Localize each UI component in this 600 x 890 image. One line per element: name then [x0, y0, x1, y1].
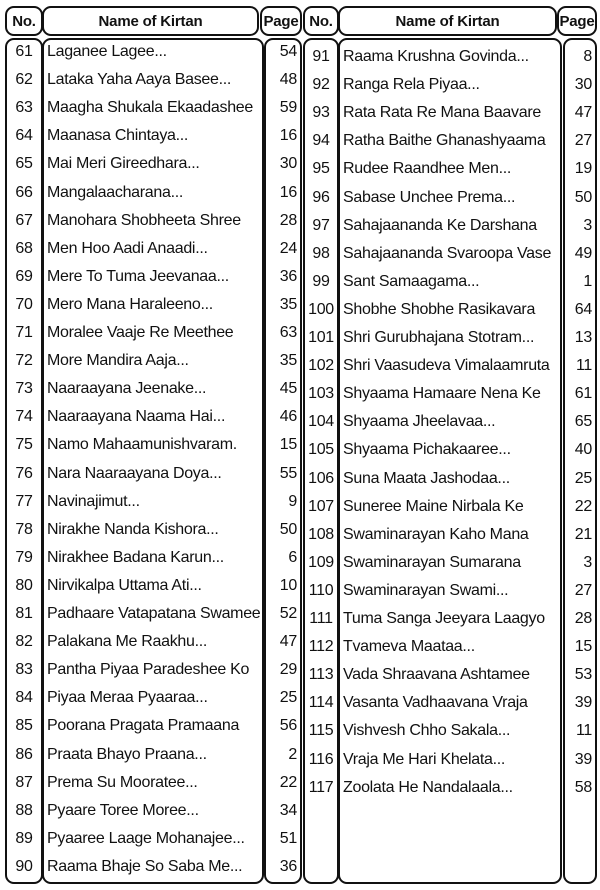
entry-number: 100 — [308, 300, 334, 318]
entry-number: 75 — [15, 436, 33, 454]
kirtan-name: Tuma Sanga Jeeyara Laagyo — [343, 610, 545, 627]
entry-number: 68 — [15, 239, 33, 257]
entry-number: 85 — [15, 717, 33, 735]
page-number: 47 — [279, 633, 297, 651]
entry-number: 79 — [15, 548, 33, 566]
entry-number: 109 — [308, 553, 334, 571]
entry-number: 95 — [312, 160, 330, 178]
kirtan-name: Poorana Pragata Pramaana — [47, 717, 240, 735]
page-number: 49 — [574, 244, 592, 262]
right-name-list — [338, 38, 562, 884]
entry-number: 74 — [15, 408, 33, 426]
kirtan-name: Laganee Lagee... — [47, 43, 167, 60]
page-number: 36 — [279, 267, 297, 285]
page-number: 30 — [279, 155, 297, 173]
kirtan-name: Moralee Vaaje Re Meethee — [47, 324, 234, 341]
entry-number: 82 — [15, 633, 33, 651]
kirtan-name: Suna Maata Jashodaa... — [343, 469, 510, 487]
page-number: 54 — [279, 43, 297, 60]
page-number: 27 — [574, 132, 592, 150]
kirtan-name: Shyaama Hamaare Nena Ke — [343, 385, 541, 403]
left-page-list — [264, 38, 302, 884]
page-number: 45 — [279, 380, 297, 398]
entry-number: 86 — [15, 745, 33, 763]
entry-number: 87 — [15, 773, 33, 791]
kirtan-name: Tvameva Maataa... — [343, 638, 475, 656]
kirtan-name: Vada Shraavana Ashtamee — [343, 666, 530, 684]
page-number: 36 — [279, 857, 297, 875]
kirtan-name: Pantha Piyaa Paradeshee Ko — [47, 661, 250, 679]
entry-number: 93 — [312, 104, 330, 122]
entry-number: 64 — [15, 127, 33, 145]
page-number: 2 — [288, 745, 297, 763]
page-number: 55 — [279, 464, 297, 482]
entry-number: 63 — [15, 99, 33, 117]
entry-number: 98 — [312, 244, 330, 262]
entry-number: 80 — [15, 576, 33, 594]
page-number: 35 — [279, 295, 297, 313]
left-header-page: Page — [260, 6, 302, 36]
entry-number: 70 — [15, 295, 33, 313]
kirtan-name: Shri Gurubhajana Stotram... — [343, 329, 535, 346]
entry-number: 71 — [15, 324, 33, 341]
kirtan-name: Padhaare Vatapatana Swamee — [47, 605, 261, 622]
right-no-list — [303, 38, 339, 884]
entry-number: 76 — [15, 464, 33, 482]
kirtan-name: Manohara Shobheeta Shree — [47, 211, 241, 229]
kirtan-name: Nirakhe Nanda Kishora... — [47, 520, 219, 538]
kirtan-name: Swaminarayan Sumarana — [343, 553, 521, 571]
entry-number: 102 — [308, 357, 334, 375]
kirtan-name: Sant Samaagama... — [343, 272, 480, 290]
entry-number: 81 — [15, 605, 33, 622]
kirtan-name: Raama Krushna Govinda... — [343, 48, 529, 65]
page-number: 58 — [574, 778, 592, 796]
entry-number: 78 — [15, 520, 33, 538]
page-number: 21 — [574, 525, 592, 543]
entry-number: 97 — [312, 216, 330, 234]
kirtan-name: Sabase Unchee Prema... — [343, 188, 516, 206]
page-number: 61 — [574, 385, 592, 403]
page-number: 56 — [279, 717, 297, 735]
page-number: 3 — [583, 216, 592, 234]
page-number: 50 — [574, 188, 592, 206]
entry-number: 96 — [312, 188, 330, 206]
kirtan-name: Shyaama Jheelavaa... — [343, 413, 496, 431]
page-number: 51 — [279, 829, 297, 847]
left-header-no: No. — [5, 6, 43, 36]
page-number: 34 — [279, 801, 297, 819]
kirtan-name: Naaraayana Naama Hai... — [47, 408, 226, 426]
kirtan-name: Mangalaacharana... — [47, 183, 184, 201]
page-number: 64 — [574, 300, 592, 318]
kirtan-name: Prema Su Mooratee... — [47, 773, 198, 791]
entry-number: 114 — [308, 694, 334, 712]
entry-number: 90 — [15, 857, 33, 875]
right-header-name: Name of Kirtan — [338, 6, 557, 36]
page-number: 11 — [575, 357, 592, 375]
kirtan-name: Lataka Yaha Aaya Basee... — [47, 71, 232, 89]
entry-number: 115 — [308, 722, 334, 740]
entry-number: 94 — [312, 132, 330, 150]
entry-number: 101 — [308, 329, 334, 346]
kirtan-name: Rudee Raandhee Men... — [343, 160, 512, 178]
entry-number: 84 — [15, 689, 33, 707]
kirtan-name: Sahajaananda Svaroopa Vase — [343, 244, 552, 262]
entry-number: 116 — [308, 750, 334, 768]
kirtan-name: Rata Rata Re Mana Baavare — [343, 104, 541, 122]
kirtan-name: Ranga Rela Piyaa... — [343, 76, 480, 94]
kirtan-name: Swaminarayan Swami... — [343, 581, 509, 599]
page-number: 13 — [574, 329, 592, 346]
kirtan-name: Men Hoo Aadi Anaadi... — [47, 239, 208, 257]
kirtan-name: Navinajimut... — [47, 492, 140, 510]
page-number: 47 — [574, 104, 592, 122]
page-number: 52 — [279, 605, 297, 622]
kirtan-name: Ratha Baithe Ghanashyaama — [343, 132, 546, 150]
kirtan-name: Namo Mahaamunishvaram. — [47, 436, 237, 454]
kirtan-name: Naaraayana Jeenake... — [47, 380, 207, 398]
page-number: 29 — [279, 661, 297, 679]
entry-number: 117 — [308, 778, 334, 796]
entry-number: 103 — [308, 385, 334, 403]
page-number: 8 — [583, 48, 592, 65]
entry-number: 89 — [15, 829, 33, 847]
kirtan-name: Raama Bhaje So Saba Me... — [47, 857, 243, 875]
kirtan-name: Palakana Me Raakhu... — [47, 633, 208, 651]
kirtan-name: Vraja Me Hari Khelata... — [343, 750, 506, 768]
page-number: 53 — [574, 666, 592, 684]
kirtan-name: Sahajaananda Ke Darshana — [343, 216, 537, 234]
page-number: 39 — [574, 694, 592, 712]
page-number: 15 — [574, 638, 592, 656]
page-number: 28 — [279, 211, 297, 229]
page-number: 25 — [574, 469, 592, 487]
kirtan-name: Vasanta Vadhaavana Vraja — [343, 694, 528, 712]
entry-number: 111 — [309, 610, 333, 627]
entry-number: 113 — [308, 666, 334, 684]
entry-number: 106 — [308, 469, 334, 487]
right-header-page: Page — [557, 6, 597, 36]
page-number: 30 — [574, 76, 592, 94]
entry-number: 107 — [308, 497, 334, 515]
page-number: 35 — [279, 352, 297, 370]
entry-number: 62 — [15, 71, 33, 89]
kirtan-name: Nara Naaraayana Doya... — [47, 464, 222, 482]
kirtan-name: Zoolata He Nandalaala... — [343, 778, 513, 796]
entry-number: 66 — [15, 183, 33, 201]
page-number: 15 — [279, 436, 297, 454]
left-no-list — [5, 38, 43, 884]
page-number: 24 — [279, 239, 297, 257]
page-number: 63 — [279, 324, 297, 341]
entry-number: 83 — [15, 661, 33, 679]
kirtan-name: Praata Bhayo Praana... — [47, 745, 207, 763]
page-number: 25 — [279, 689, 297, 707]
page-number: 10 — [279, 576, 297, 594]
entry-number: 67 — [15, 211, 33, 229]
kirtan-name: Piyaa Meraa Pyaaraa... — [47, 689, 208, 707]
kirtan-name: Vishvesh Chho Sakala... — [343, 722, 511, 740]
kirtan-name: Shri Vaasudeva Vimalaamruta — [343, 357, 550, 375]
kirtan-name: Swaminarayan Kaho Mana — [343, 525, 529, 543]
page-number: 19 — [574, 160, 592, 178]
kirtan-name: Pyaaree Laage Mohanajee... — [47, 829, 245, 847]
entry-number: 69 — [15, 267, 33, 285]
kirtan-name: Mai Meri Gireedhara... — [47, 155, 200, 173]
kirtan-name: Maanasa Chintaya... — [47, 127, 189, 145]
entry-number: 104 — [308, 413, 334, 431]
right-page-list — [563, 38, 597, 884]
page-number: 3 — [583, 553, 592, 571]
entry-number: 61 — [15, 43, 33, 60]
page-number: 16 — [279, 183, 297, 201]
entry-number: 73 — [15, 380, 33, 398]
page-number: 22 — [279, 773, 297, 791]
entry-number: 77 — [15, 492, 33, 510]
page-number: 46 — [279, 408, 297, 426]
entry-number: 99 — [312, 272, 330, 290]
kirtan-name: Shyaama Pichakaaree... — [343, 441, 511, 459]
page-number: 40 — [574, 441, 592, 459]
kirtan-name: Nirakhee Badana Karun... — [47, 548, 224, 566]
page-number: 28 — [574, 610, 592, 627]
entry-number: 92 — [312, 76, 330, 94]
page-number: 11 — [575, 722, 592, 740]
right-header-no: No. — [303, 6, 339, 36]
page-number: 50 — [279, 520, 297, 538]
page-number: 1 — [583, 272, 592, 290]
entry-number: 91 — [312, 48, 330, 65]
page-number: 65 — [574, 413, 592, 431]
entry-number: 72 — [15, 352, 33, 370]
page-number: 16 — [279, 127, 297, 145]
kirtan-name: Pyaare Toree Moree... — [47, 801, 199, 819]
entry-number: 105 — [308, 441, 334, 459]
entry-number: 88 — [15, 801, 33, 819]
entry-number: 110 — [308, 581, 334, 599]
page-number: 48 — [279, 71, 297, 89]
kirtan-name: Mero Mana Haraleeno... — [47, 295, 213, 313]
page-number: 9 — [288, 492, 297, 510]
kirtan-name: Shobhe Shobhe Rasikavara — [343, 300, 536, 318]
page-number: 39 — [574, 750, 592, 768]
entry-number: 108 — [308, 525, 334, 543]
kirtan-name: Nirvikalpa Uttama Ati... — [47, 576, 202, 594]
kirtan-name: More Mandira Aaja... — [47, 352, 189, 370]
left-name-list — [42, 38, 264, 884]
page-number: 6 — [288, 548, 297, 566]
left-header-name: Name of Kirtan — [42, 6, 259, 36]
kirtan-name: Suneree Maine Nirbala Ke — [343, 497, 524, 515]
kirtan-name: Mere To Tuma Jeevanaa... — [47, 267, 229, 285]
page-number: 27 — [574, 581, 592, 599]
page-number: 59 — [279, 99, 297, 117]
kirtan-name: Maagha Shukala Ekaadashee — [47, 99, 253, 117]
entry-number: 65 — [15, 155, 33, 173]
page-number: 22 — [574, 497, 592, 515]
entry-number: 112 — [308, 638, 334, 656]
